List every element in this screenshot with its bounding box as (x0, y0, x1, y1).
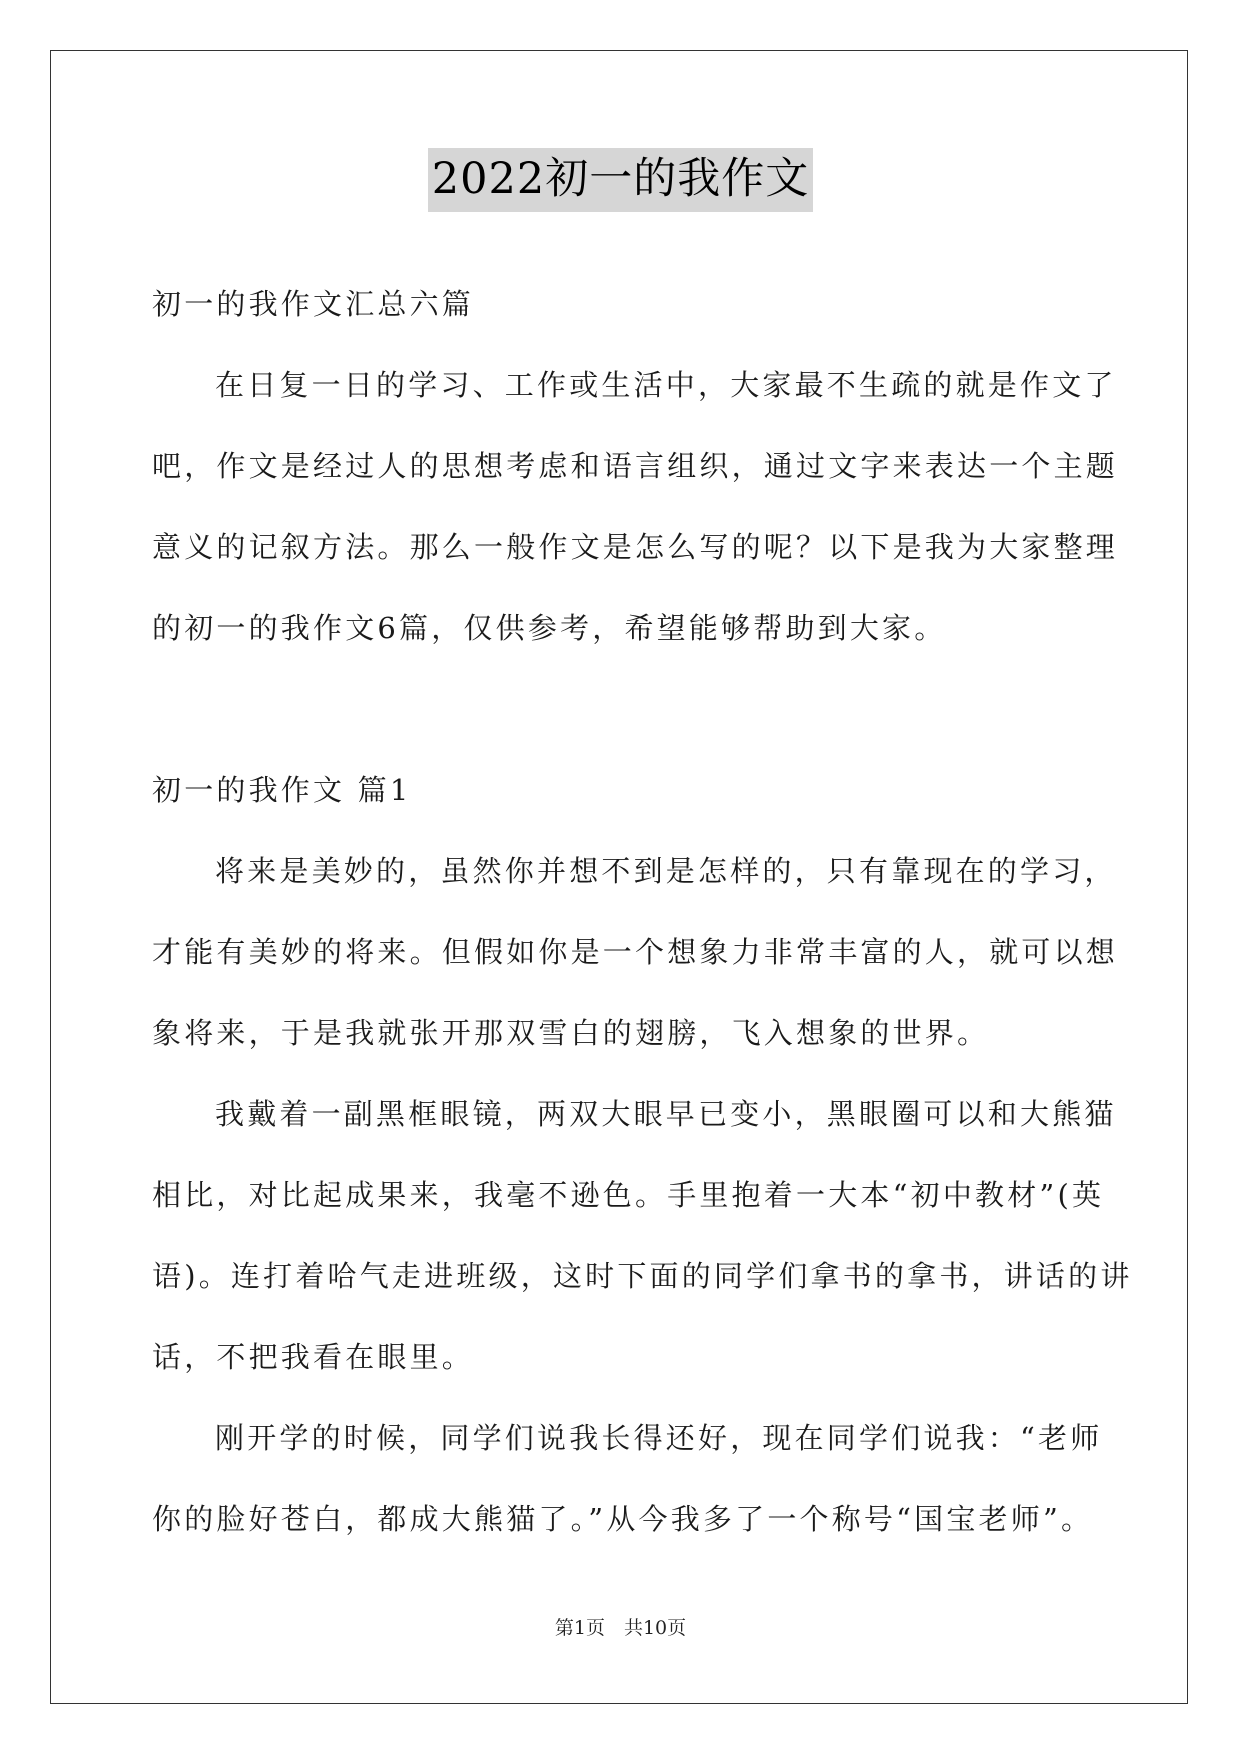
page-footer: 第1页 共10页 (554, 1617, 687, 1639)
blank-line (152, 669, 1097, 750)
paragraph-line: 我戴着一副黑框眼镜，两双大眼早已变小，黑眼圈可以和大熊猫 (215, 1097, 1117, 1131)
paragraph-line: 象将来，于是我就张开那双雪白的翅膀，飞入想象的世界。 (152, 1016, 990, 1050)
paragraph-line: 相比，对比起成果来，我毫不逊色。手里抱着一大本“初中教材”(英 (152, 1178, 1105, 1212)
title-container (0, 148, 1241, 212)
document-subtitle: 初一的我作文汇总六篇 (152, 287, 475, 321)
intro-line: 吧，作文是经过人的思想考虑和语言组织，通过文字来表达一个主题 (152, 449, 1119, 483)
paragraph-line: 将来是美妙的，虽然你并想不到是怎样的，只有靠现在的学习， (215, 854, 1117, 888)
paragraph-line: 你的脸好苍白，都成大熊猫了。”从今我多了一个称号“国宝老师”。 (152, 1502, 1094, 1536)
section-heading: 初一的我作文 篇1 (152, 773, 412, 807)
document-body (152, 264, 1133, 1560)
paragraph-line: 语)。连打着哈气走进班级，这时下面的同学们拿书的拿书，讲话的讲 (152, 1259, 1133, 1293)
intro-line: 在日复一日的学习、工作或生活中，大家最不生疏的就是作文了 (215, 368, 1117, 402)
document-title: 2022初一的我作文 (428, 148, 813, 212)
paragraph-line: 才能有美妙的将来。但假如你是一个想象力非常丰富的人，就可以想 (152, 935, 1119, 969)
intro-line: 的初一的我作文6篇，仅供参考，希望能够帮助到大家。 (152, 611, 947, 645)
paragraph-line: 话，不把我看在眼里。 (152, 1340, 475, 1374)
intro-line: 意义的记叙方法。那么一般作文是怎么写的呢？以下是我为大家整理 (152, 530, 1119, 564)
paragraph-line: 刚开学的时候，同学们说我长得还好，现在同学们说我：“老师 (215, 1421, 1103, 1455)
